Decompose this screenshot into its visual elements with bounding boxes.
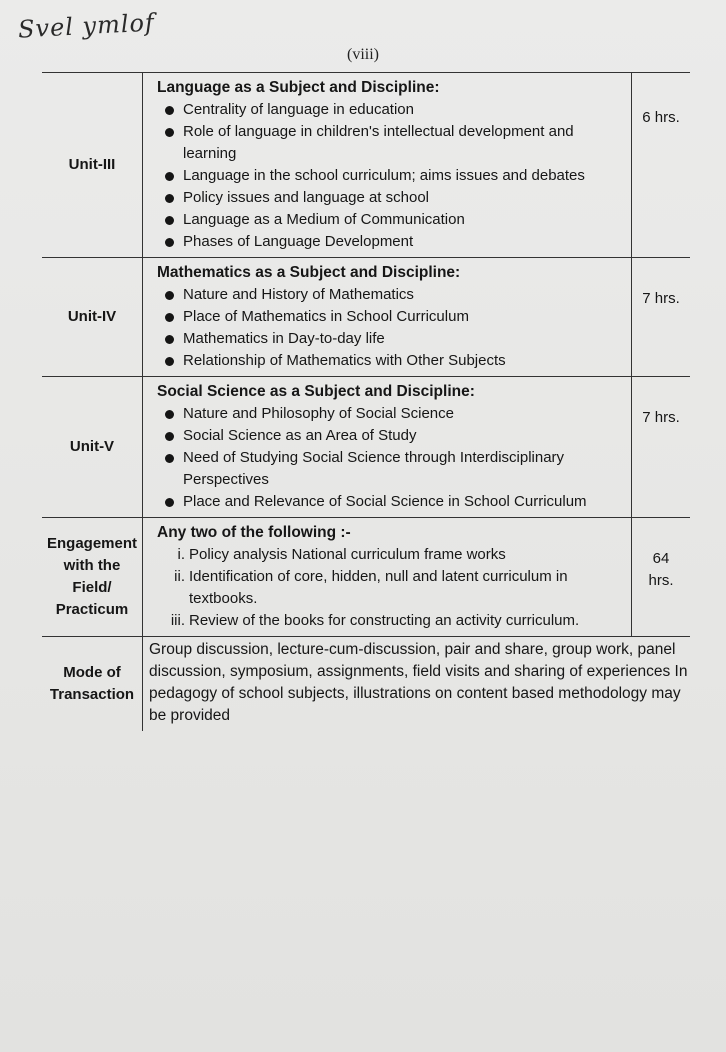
item-text: Review of the books for constructing an activity curriculum. [189, 612, 580, 629]
unit-hours: 6 hrs. [632, 73, 691, 258]
page-number: (viii) [347, 46, 379, 63]
table-row-mode [42, 637, 690, 732]
unit-hours: 7 hrs. [632, 377, 691, 518]
syllabus-table [42, 72, 690, 731]
unit-content [143, 73, 632, 258]
label-line: with the [63, 557, 121, 574]
topic-list [159, 284, 627, 372]
practicum-list [159, 544, 627, 632]
item-text: Identification of core, hidden, null and latent curriculum in textbooks. [189, 568, 568, 607]
table-row-unit-5 [42, 377, 690, 518]
list-item [159, 566, 627, 610]
handwritten-note: Svel ymlof [17, 8, 156, 44]
item-number: iii. [170, 612, 185, 629]
hours-line: hrs. [648, 572, 674, 589]
item-text: Policy analysis National curriculum frame works [189, 546, 506, 563]
label-line: Transaction [49, 686, 135, 703]
unit-label: Unit-IV [42, 258, 143, 377]
label-line: Field/ [72, 579, 112, 596]
hours-line: 64 [652, 550, 670, 567]
list-item: Phases of Language Development [159, 231, 627, 253]
unit-heading: Mathematics as a Subject and Discipline: [157, 264, 461, 281]
list-item: Policy issues and language at school [159, 187, 627, 209]
table-row-unit-4 [42, 258, 690, 377]
list-item: Nature and History of Mathematics [159, 284, 627, 306]
unit-hours: 7 hrs. [632, 258, 691, 377]
engagement-heading: Any two of the following :- [157, 524, 351, 541]
engagement-content [143, 518, 632, 637]
list-item: Nature and Philosophy of Social Science [159, 403, 627, 425]
mode-text: Group discussion, lecture-cum-discussion, pair and share, group work, panel discussion, symposium, assignments, field visits and sharing of experiences In pedagogy of school subjects, illustrations on content based methodology may be provided [143, 637, 691, 732]
engagement-label [42, 518, 143, 637]
topic-list [159, 99, 627, 253]
list-item: Place of Mathematics in School Curriculum [159, 306, 627, 328]
list-item: Need of Studying Social Science through Interdisciplinary Perspectives [159, 447, 627, 491]
topic-list [159, 403, 627, 513]
unit-label: Unit-V [42, 377, 143, 518]
table-row-unit-3 [42, 73, 690, 258]
list-item: Language as a Medium of Communication [159, 209, 627, 231]
list-item: Role of language in children's intellectual development and learning [159, 121, 627, 165]
unit-label: Unit-III [42, 73, 143, 258]
mode-label [42, 637, 143, 732]
list-item: Language in the school curriculum; aims issues and debates [159, 165, 627, 187]
unit-content [143, 377, 632, 518]
unit-heading: Social Science as a Subject and Discipline: [157, 383, 475, 400]
unit-heading: Language as a Subject and Discipline: [157, 79, 440, 96]
label-line: Engagement [46, 535, 137, 552]
unit-content [143, 258, 632, 377]
list-item: Social Science as an Area of Study [159, 425, 627, 447]
label-line: Practicum [55, 601, 129, 618]
list-item [159, 544, 627, 566]
list-item: Centrality of language in education [159, 99, 627, 121]
engagement-hours [632, 518, 691, 637]
list-item: Relationship of Mathematics with Other Subjects [159, 350, 627, 372]
list-item: Mathematics in Day-to-day life [159, 328, 627, 350]
list-item: Place and Relevance of Social Science in School Curriculum [159, 491, 627, 513]
list-item [159, 610, 627, 632]
item-number: ii. [174, 568, 185, 585]
item-number: i. [177, 546, 185, 563]
table-row-engagement [42, 518, 690, 637]
label-line: Mode of [63, 664, 121, 681]
